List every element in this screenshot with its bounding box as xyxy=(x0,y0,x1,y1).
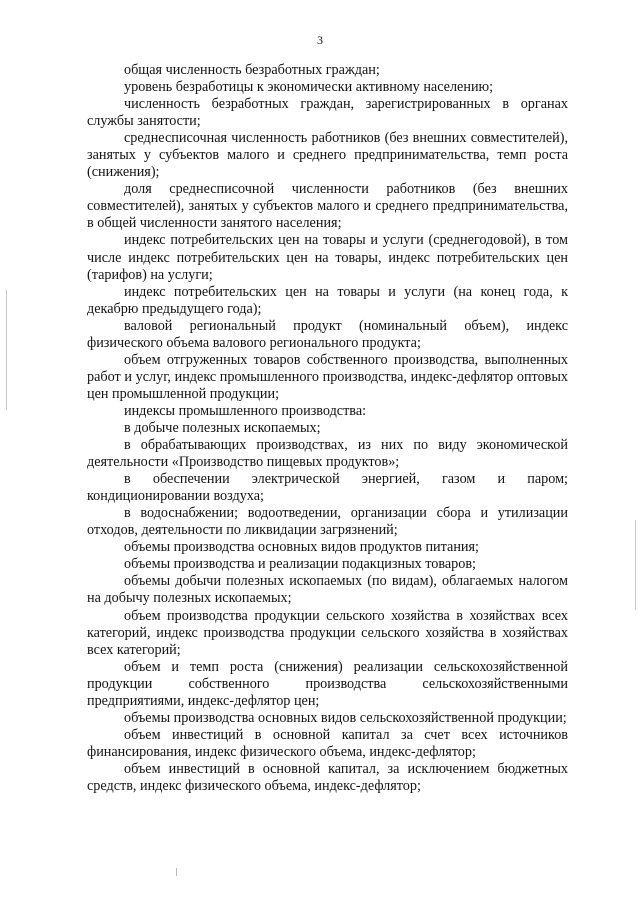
paragraph: индексы промышленного производства: xyxy=(124,402,367,419)
document-body xyxy=(87,62,568,795)
paragraph: объемы производства основных видов продуктов питания; xyxy=(124,539,479,556)
paragraph: объемы производства основных видов сельскохозяйственной продукции; xyxy=(124,709,567,726)
paragraph: объем инвестиций в основной капитал, за исключением бюджетных средств, индекс физического объема, индекс-дефлятор; xyxy=(87,760,568,794)
paragraph: в водоснабжении; водоотведении, организации сбора и утилизации отходов, деятельности по ликвидации загрязнений; xyxy=(87,505,568,539)
paragraph: общая численность безработных граждан; xyxy=(124,62,380,78)
paragraph: объем производства продукции сельского хозяйства в хозяйствах всех категорий, индекс производства продукции сельского хозяйства в хозяйствах всех категорий; xyxy=(87,607,568,658)
paragraph: объемы добычи полезных ископаемых (по видам), облагаемых налогом на добычу полезных ископаемых; xyxy=(87,573,568,607)
scan-artifact xyxy=(176,868,177,876)
paragraph: индекс потребительских цен на товары и услуги (среднегодовой), в том числе индекс потребительских цен на товары, индекс потребительских цен (тарифов) на услуги; xyxy=(87,232,568,283)
paragraph: в обрабатывающих производствах, из них по виду экономической деятельности «Производство пищевых продуктов»; xyxy=(87,437,568,471)
page-number: 3 xyxy=(317,33,323,47)
paragraph: в добыче полезных ископаемых; xyxy=(124,419,321,436)
paragraph: валовой региональный продукт (номинальный объем), индекс физического объема валового регионального продукта; xyxy=(87,317,568,351)
paragraph: численность безработных граждан, зарегистрированных в органах службы занятости; xyxy=(87,96,568,130)
paragraph: индекс потребительских цен на товары и услуги (на конец года, к декабрю предыдущего года); xyxy=(87,283,568,317)
paragraph: объемы производства и реализации подакцизных товаров; xyxy=(124,556,476,573)
paragraph: среднесписочная численность работников (без внешних совместителей), занятых у субъектов малого и среднего предпринимательства, темп роста (снижения); xyxy=(87,130,568,181)
scan-edge-mark xyxy=(6,290,7,410)
paragraph: доля среднесписочной численности работников (без внешних совместителей), занятых у субъектов малого и среднего предпринимательства, в общей численности занятого населения; xyxy=(87,181,568,232)
paragraph: уровень безработицы к экономически активному населению; xyxy=(124,79,494,96)
paragraph: объем отгруженных товаров собственного производства, выполненных работ и услуг, индекс промышленного производства, индекс-дефлятор оптовых цен промышленной продукции; xyxy=(87,351,568,402)
paragraph: в обеспечении электрической энергией, газом и паром; кондиционировании воздуха; xyxy=(87,471,568,505)
scan-edge-mark xyxy=(635,520,636,610)
paragraph: объем инвестиций в основной капитал за счет всех источников финансирования, индекс физического объема, индекс-дефлятор; xyxy=(87,726,568,760)
paragraph: объем и темп роста (снижения) реализации сельскохозяйственной продукции собственного производства сельскохозяйственными предприятиями, индекс-дефлятор цен; xyxy=(87,658,568,709)
